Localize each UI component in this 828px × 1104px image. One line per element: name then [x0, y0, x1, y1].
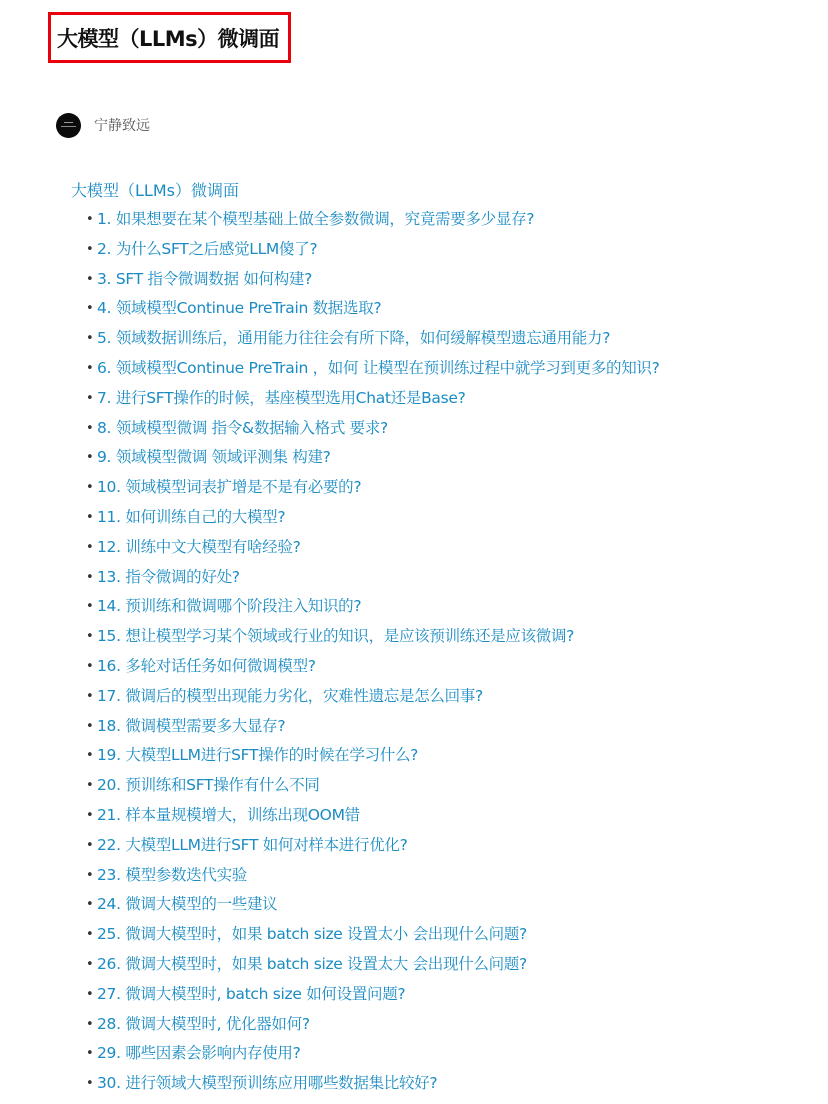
- bullet-dot: •: [86, 688, 94, 704]
- toc-list-item: [71, 563, 811, 593]
- bullet-dot: •: [86, 807, 94, 823]
- bullet-dot: •: [86, 271, 94, 287]
- bullet-dot: •: [86, 420, 94, 436]
- toc-list-item: [71, 205, 811, 235]
- bullet-dot: •: [86, 360, 94, 376]
- bullet-dot: •: [86, 986, 94, 1002]
- toc-item-link[interactable]: 22. 大模型LLM进行SFT 如何对样本进行优化?: [97, 835, 408, 854]
- bullet-dot: •: [86, 301, 94, 317]
- toc-list-item: [71, 741, 811, 771]
- toc-item-link[interactable]: 26. 微调大模型时，如果 batch size 设置太大 会出现什么问题?: [97, 954, 527, 973]
- toc-list-item: [71, 354, 811, 384]
- toc-item-link[interactable]: 12. 训练中文大模型有啥经验?: [97, 537, 301, 556]
- bullet-dot: •: [86, 927, 94, 943]
- toc-item-link[interactable]: 18. 微调模型需要多大显存?: [97, 716, 286, 735]
- toc-item-link[interactable]: 24. 微调大模型的一些建议: [97, 895, 278, 914]
- toc-list-item: [71, 443, 811, 473]
- page-title: 大模型（LLMs）微调面: [57, 27, 280, 51]
- table-of-contents: [71, 176, 811, 1099]
- bullet-dot: •: [86, 599, 94, 615]
- toc-item-link[interactable]: 20. 预训练和SFT操作有什么不同: [97, 776, 320, 795]
- toc-list-item: [71, 1069, 811, 1099]
- toc-item-link[interactable]: 17. 微调后的模型出现能力劣化，灾难性遗忘是怎么回事?: [97, 686, 483, 705]
- bullet-dot: •: [86, 867, 94, 883]
- toc-item-link[interactable]: 28. 微调大模型时, 优化器如何?: [97, 1014, 310, 1033]
- toc-list-item: [71, 861, 811, 891]
- toc-item-link[interactable]: 29. 哪些因素会影响内存使用?: [97, 1044, 301, 1063]
- bullet-dot: •: [86, 390, 94, 406]
- toc-list-item: [71, 801, 811, 831]
- toc-item-link[interactable]: 3. SFT 指令微调数据 如何构建?: [97, 269, 313, 288]
- bullet-dot: •: [86, 658, 94, 674]
- toc-item-link[interactable]: 16. 多轮对话任务如何微调模型?: [97, 656, 316, 675]
- toc-item-link[interactable]: 6. 领域模型Continue PreTrain ，如何 让模型在预训练过程中就学习到更多的知识?: [97, 358, 660, 377]
- toc-list-item: [71, 324, 811, 354]
- bullet-dot: •: [86, 1076, 94, 1092]
- bullet-dot: •: [86, 837, 94, 853]
- toc-item-link[interactable]: 10. 领域模型词表扩增是不是有必要的?: [97, 478, 362, 497]
- toc-list-item: [71, 473, 811, 503]
- toc-list: [71, 205, 811, 1099]
- toc-item-link[interactable]: 4. 领域模型Continue PreTrain 数据选取?: [97, 299, 382, 318]
- toc-item-link[interactable]: 9. 领域模型微调 领域评测集 构建?: [97, 448, 331, 467]
- toc-list-item: [71, 980, 811, 1010]
- toc-list-item: [71, 235, 811, 265]
- toc-list-item: [71, 503, 811, 533]
- bullet-dot: •: [86, 897, 94, 913]
- bullet-dot: •: [86, 241, 94, 257]
- toc-item-link[interactable]: 13. 指令微调的好处?: [97, 567, 240, 586]
- toc-list-item: [71, 682, 811, 712]
- toc-item-link[interactable]: 30. 进行领域大模型预训练应用哪些数据集比较好?: [97, 1074, 438, 1093]
- toc-list-item: [71, 592, 811, 622]
- bullet-dot: •: [86, 748, 94, 764]
- bullet-dot: •: [86, 1046, 94, 1062]
- toc-heading-link[interactable]: 大模型（LLMs）微调面: [71, 181, 239, 200]
- bullet-dot: •: [86, 718, 94, 734]
- toc-item-link[interactable]: 21. 样本量规模增大，训练出现OOM错: [97, 805, 360, 824]
- toc-item-link[interactable]: 5. 领域数据训练后，通用能力往往会有所下降，如何缓解模型遗忘通用能力?: [97, 329, 611, 348]
- toc-list-item: [71, 533, 811, 563]
- bullet-dot: •: [86, 480, 94, 496]
- author-name[interactable]: 宁静致远: [94, 118, 150, 134]
- toc-list-item: [71, 652, 811, 682]
- toc-item-link[interactable]: 11. 如何训练自己的大模型?: [97, 507, 286, 526]
- toc-list-item: [71, 384, 811, 414]
- bullet-dot: •: [86, 450, 94, 466]
- bullet-dot: •: [86, 509, 94, 525]
- toc-list-item: [71, 1010, 811, 1040]
- toc-item-link[interactable]: 25. 微调大模型时，如果 batch size 设置太小 会出现什么问题?: [97, 925, 527, 944]
- toc-list-item: [71, 294, 811, 324]
- avatar[interactable]: [56, 113, 81, 138]
- toc-list-item: [71, 831, 811, 861]
- toc-item-link[interactable]: 7. 进行SFT操作的时候，基座模型选用Chat还是Base?: [97, 388, 466, 407]
- bullet-dot: •: [86, 539, 94, 555]
- toc-list-item: [71, 890, 811, 920]
- toc-list-item: [71, 1039, 811, 1069]
- bullet-dot: •: [86, 212, 94, 227]
- toc-item-link[interactable]: 15. 想让模型学习某个领域或行业的知识，是应该预训练还是应该微调?: [97, 627, 575, 646]
- toc-item-link[interactable]: 14. 预训练和微调哪个阶段注入知识的?: [97, 597, 362, 616]
- toc-list-item: [71, 771, 811, 801]
- toc-list-item: [71, 950, 811, 980]
- bullet-dot: •: [86, 778, 94, 794]
- bullet-dot: •: [86, 956, 94, 972]
- toc-item-link[interactable]: 19. 大模型LLM进行SFT操作的时候在学习什么?: [97, 746, 419, 765]
- bullet-dot: •: [86, 629, 94, 645]
- title-highlight-box: [48, 12, 291, 63]
- bullet-dot: •: [86, 569, 94, 585]
- toc-list-item: [71, 414, 811, 444]
- toc-item-link[interactable]: 27. 微调大模型时, batch size 如何设置问题?: [97, 984, 406, 1003]
- toc-list-item: [71, 622, 811, 652]
- toc-item-link[interactable]: 1. 如果想要在某个模型基础上做全参数微调，究竟需要多少显存?: [97, 210, 535, 228]
- toc-list-item: [71, 712, 811, 742]
- toc-item-link[interactable]: 2. 为什么SFT之后感觉LLM傻了?: [97, 239, 318, 258]
- toc-list-item: [71, 920, 811, 950]
- toc-item-link[interactable]: 23. 模型参数迭代实验: [97, 865, 247, 884]
- toc-list-item: [71, 265, 811, 295]
- bullet-dot: •: [86, 331, 94, 347]
- author-info: [56, 112, 150, 138]
- toc-item-link[interactable]: 8. 领域模型微调 指令&数据输入格式 要求?: [97, 418, 388, 437]
- bullet-dot: •: [86, 1016, 94, 1032]
